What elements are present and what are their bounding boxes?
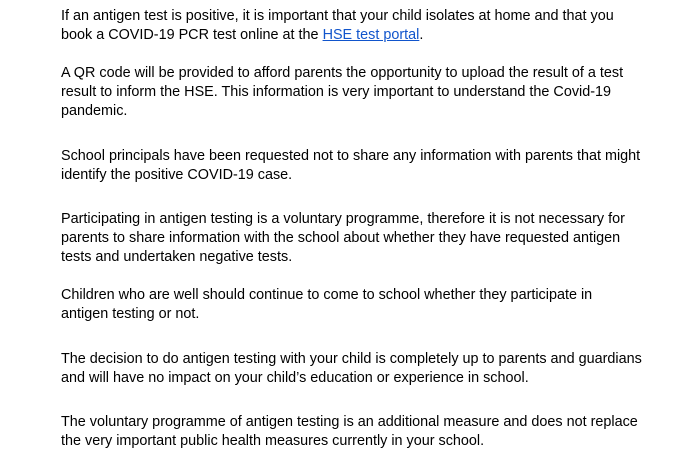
paragraph-voluntary-participation: Participating in antigen testing is a voluntary programme, therefore it is not necessary for parents to share information with the school about whether they have requested antigen tests and undertaken negative tests. <box>61 211 625 265</box>
paragraph-children-well: Children who are well should continue to come to school whether they participate in antigen testing or not. <box>61 287 593 322</box>
paragraph-school-principals: School principals have been requested not to share any information with parents that might identify the positive COVID-19 case. <box>61 148 641 183</box>
paragraph-positive-test-line-2: book a COVID-19 PCR test online at the <box>61 27 323 43</box>
hse-test-portal-link[interactable]: HSE test portal <box>322 27 420 43</box>
paragraph-positive-test-period: . <box>419 27 424 43</box>
paragraph-parental-decision: The decision to do antigen testing with your child is completely up to parents and guardians and will have no impact on your child’s education or experience in school. <box>61 351 642 386</box>
paragraph-qr-code: A QR code will be provided to afford parents the opportunity to upload the result of a test result to inform the HSE. This information is very important to understand the Covid-19 pandemic. <box>61 65 624 119</box>
paragraph-positive-test-line-1: If an antigen test is positive, it is important that your child isolates at home and that you <box>61 8 614 24</box>
paragraph-positive-test <box>61 7 614 45</box>
paragraph-additional-measure: The voluntary programme of antigen testing is an additional measure and does not replace the very important public health measures currently in your school. <box>61 414 638 449</box>
